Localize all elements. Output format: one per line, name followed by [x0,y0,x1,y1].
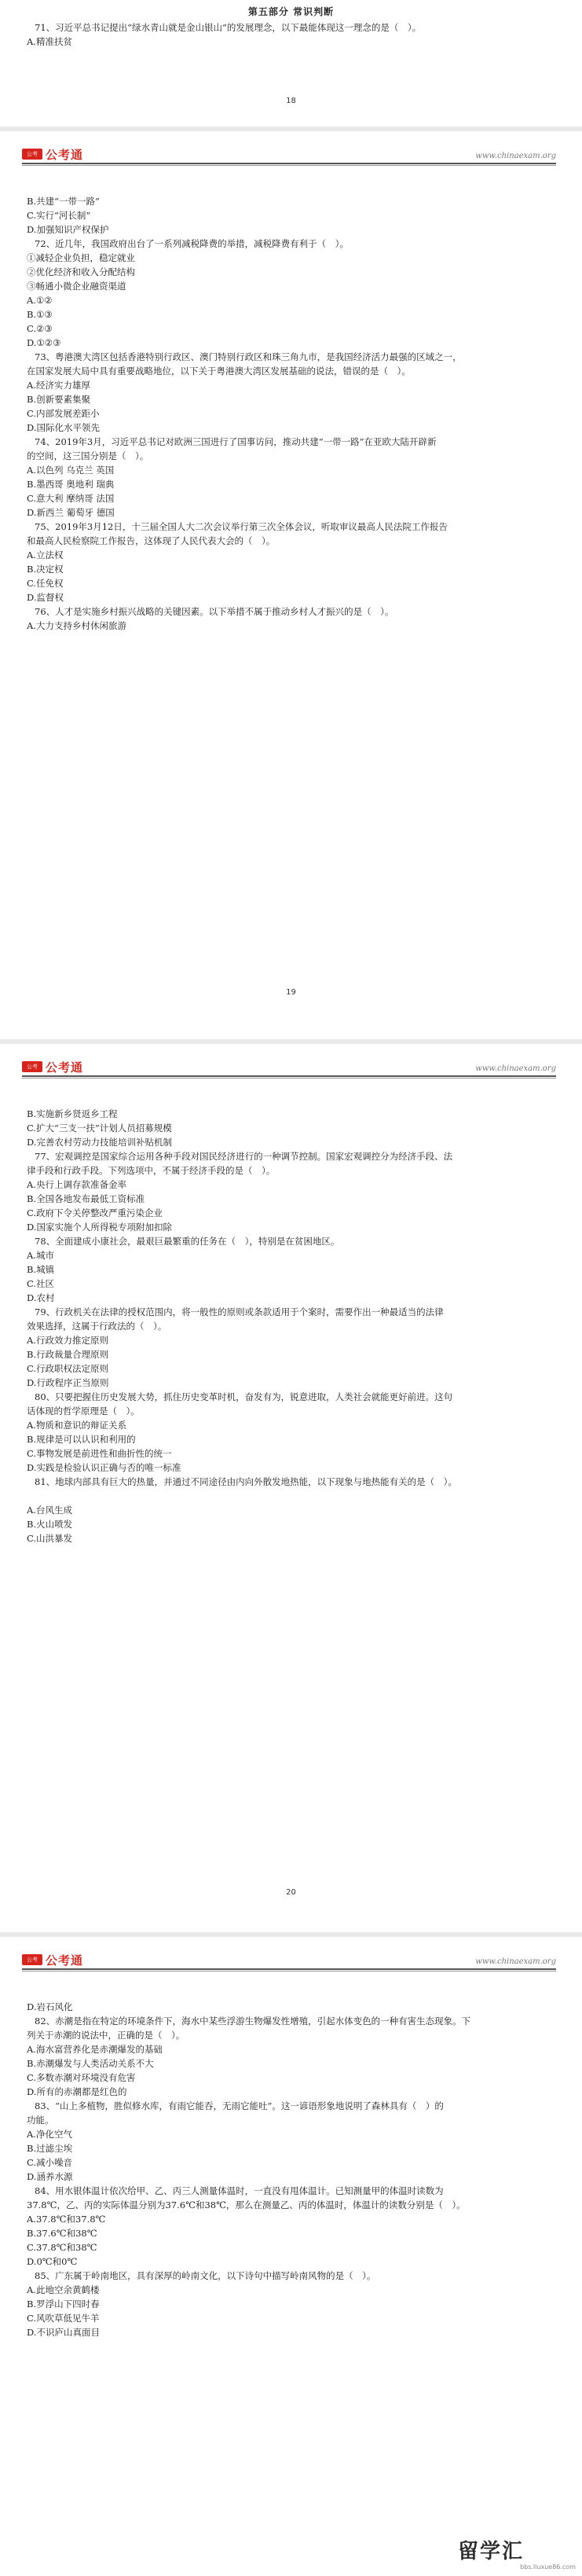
text-line: D.实践是检验认识正确与否的唯一标准 [27,1462,181,1473]
text-line: ①减轻企业负担，稳定就业 [27,252,135,263]
text-line: D.加强知识产权保护 [27,224,109,235]
page-4-text [27,2000,561,2339]
page-number: 18 [286,97,296,105]
text-line [27,1489,561,1503]
text-line: 律手段和行政手段。下列选项中，不属于经济手段的是（ ）。 [27,1165,276,1176]
text-line: A.大力支持乡村休闲旅游 [27,620,126,631]
text-line: D.不识庐山真面目 [27,2327,100,2338]
text-line: 37.8℃，乙、丙的实际体温分别为37.6℃和38℃，那么在测量乙、丙的体温时，体温计的读数分别是（ ）。 [27,2199,466,2210]
brand-name: 公考通 [46,1060,84,1075]
text-line: A.物质和意识的辩证关系 [27,1420,126,1431]
brand-url[interactable]: www.chinaexam.org [475,1957,556,1966]
text-line: C.风吹草低见牛羊 [27,2313,100,2324]
text-line: A.①② [27,295,53,306]
text-line: A.台风生成 [27,1505,72,1516]
text-line: B.创新要素集聚 [27,394,91,405]
text-line: C.多数赤潮对环境没有危害 [27,2072,136,2083]
text-line: B.赤潮爆发与人类活动关系不大 [27,2058,154,2069]
text-line: D.新西兰 葡萄牙 德国 [27,507,115,518]
text-line: D.涵养水源 [27,2171,73,2182]
page-3-text [27,1107,561,1545]
text-line: B.规律是可以认识和利用的 [27,1434,136,1445]
brand-url[interactable]: www.chinaexam.org [475,152,556,160]
text-line: B.决定权 [27,564,64,575]
text-line: B.共建“一带一路” [27,196,100,207]
text-line: C.行政职权法定原则 [27,1363,109,1374]
text-line: A.央行上调存款准备金率 [27,1179,126,1190]
text-line: C.社区 [27,1278,55,1289]
text-line: C.扩大“三支一扶”计划人员招募规模 [27,1123,172,1134]
brand-name: 公考通 [46,148,84,162]
text-line: A.净化空气 [27,2129,72,2140]
header-rule-thin [22,1971,556,1972]
header-rule-thin [22,165,556,166]
text-line: C.37.8℃和38℃ [27,2242,97,2253]
text-line: B.罗浮山下四时春 [27,2299,100,2310]
part-title: 第五部分 常识判断 [247,6,335,17]
text-line: B.城镇 [27,1264,55,1275]
text-line: A.经济实力雄厚 [27,380,90,391]
document-page-2 [0,131,582,1039]
text-line: A.以色列 乌克兰 英国 [27,465,115,476]
text-line: D.监督权 [27,592,64,603]
watermark-text: 留学汇 [458,2540,525,2563]
text-line: C.意大利 摩纳哥 法国 [27,493,115,504]
text-line: B.墨西哥 奥地利 瑞典 [27,479,115,490]
header-rule-thin [22,1078,556,1079]
page-header [22,1060,556,1083]
text-line: ③畅通小微企业融资渠道 [27,281,126,292]
text-line: C.②③ [27,323,53,334]
text-line: A.立法权 [27,549,64,560]
text-line: D.完善农村劳动力技能培训补贴机制 [27,1137,172,1148]
text-line: D.行政程序正当原则 [27,1377,109,1388]
text-line: D.农村 [27,1292,55,1303]
text-line: B.37.6℃和38℃ [27,2228,97,2239]
document-page-4 [0,1937,582,2576]
text-line: ②优化经济和收入分配结构 [27,266,135,277]
text-line: B.行政裁量合理原则 [27,1349,109,1360]
text-line: A.37.8℃和37.8℃ [27,2214,106,2225]
watermark-logo [458,2540,576,2571]
text-line: C.山洪暴发 [27,1533,73,1544]
text-line: D.0℃和0℃ [27,2256,78,2267]
text-line: D.①②③ [27,337,61,348]
header-rule [22,163,556,164]
text-line: B.全国各地发布最低工资标准 [27,1193,145,1204]
brand-logo-icon: 公考 [22,149,42,160]
text-line: B.①③ [27,309,53,320]
text-line: C.减小噪音 [27,2157,73,2168]
text-line: 84、用水银体温计依次给甲、乙、丙三人测量体温时，一直没有甩体温计。已知测量甲的体温时读数为 [35,2185,444,2196]
text-line: A.海水富营养化是赤潮爆发的基础 [27,2044,163,2055]
page-header [22,147,556,171]
text-line: A.精准扶贫 [27,36,72,47]
document-page-1 [0,0,582,127]
text-line: A.城市 [27,1250,54,1261]
text-line: 78、全面建成小康社会，最艰巨最繁重的任务在（ ），特别是在贫困地区。 [35,1236,340,1247]
brand-url[interactable]: www.chinaexam.org [475,1064,556,1073]
text-line: 效果选择，这属于行政法的（ ）。 [27,1321,167,1332]
page-number: 19 [286,988,296,997]
text-line: 71、习近平总书记提出“绿水青山就是金山银山”的发展理念，以下最能体现这一理念的是（ ）。 [35,22,422,33]
document-page-3 [0,1044,582,1932]
text-line: 在国家发展大局中具有重要战略地位，以下关于粤港澳大湾区发展基础的说法，错误的是（ ）。 [27,366,411,377]
text-line: 73、粤港澳大湾区包括香港特别行政区、澳门特别行政区和珠三角九市，是我国经济活力最强的区域之一， [35,351,462,362]
text-line: D.国家实施个人所得税专项附加扣除 [27,1222,172,1233]
text-line: 85、广东属于岭南地区，具有深厚的岭南文化，以下诗句中描写岭南风物的是（ ）。 [35,2270,376,2281]
text-line: 和最高人民检察院工作报告，这体现了人民代表大会的（ ）。 [27,535,276,546]
brand-logo-icon: 公考 [22,1061,42,1072]
text-line: 81、地球内部具有巨大的热量，并通过不同途径由内向外散发地热能，以下现象与地热能有关的是（ ）。 [35,1476,457,1487]
text-line: 话体现的哲学原理是（ ）。 [27,1406,140,1417]
watermark-url: bbs.liuxue86.com [520,2563,576,2570]
text-line: 74、2019年3月，习近平总书记对欧洲三国进行了国事访问，推动共建“一带一路”在亚欧大陆开辟新 [35,436,437,447]
page-header [22,1953,556,1976]
text-line: 79、行政机关在法律的授权范围内，将一般性的原则或条款适用于个案时，需要作出一种最适当的法律 [35,1306,444,1317]
text-line: 72、近几年，我国政府出台了一系列减税降费的举措，减税降费有利于（ ）。 [35,238,349,249]
text-line: 83、“山上多植物，胜似修水库，有雨它能吞，无雨它能吐”。这一谚语形象地说明了森林具有（ ）的 [35,2100,444,2111]
text-line: 的空间，这三国分别是（ ）。 [27,450,149,461]
text-line: C.内部发展差距小 [27,408,100,419]
text-line: 76、人才是实施乡村振兴战略的关键因素。以下举措不属于推动乡村人才振兴的是（ ）。 [35,606,394,617]
text-line: 列关于赤潮的说法中，正确的是（ ）。 [27,2030,185,2041]
text-line: B.实施新乡贤返乡工程 [27,1108,118,1119]
header-rule [22,1968,556,1970]
header-rule [22,1075,556,1077]
text-line: A.此地空余黄鹤楼 [27,2284,100,2295]
text-line: B.过滤尘埃 [27,2143,73,2154]
text-line: A.行政效力推定原则 [27,1335,108,1346]
page-number: 20 [286,1888,296,1897]
text-line: C.事物发展是前进性和曲折性的统一 [27,1448,172,1459]
text-line: C.政府下令关停整改严重污染企业 [27,1207,163,1218]
text-line: 82、赤潮是指在特定的环境条件下，海水中某些浮游生物爆发性增殖，引起水体变色的一种有害生态现象。下 [35,2016,471,2027]
brand-name: 公考通 [46,1953,84,1968]
page-1-text [27,20,561,49]
text-line: D.所有的赤潮都是红色的 [27,2086,127,2097]
text-line: D.国际化水平领先 [27,422,100,433]
text-line: C.实行“河长制” [27,210,91,221]
brand-logo-icon: 公考 [22,1954,42,1965]
text-line: 75、2019年3月12日，十三届全国人大二次会议举行第三次全体会议，听取审议最高人民法院工作报告 [35,521,448,532]
text-line: D.岩石风化 [27,2001,73,2012]
text-line: 80、只要把握住历史发展大势，抓住历史变革时机，奋发有为，锐意进取，人类社会就能更好前进。这句 [35,1391,453,1402]
text-line: C.任免权 [27,578,64,589]
page-2-text [27,194,561,633]
text-line: 77、宏观调控是国家综合运用各种手段对国民经济进行的一种调节控制。国家宏观调控分为经济手段、法 [35,1151,453,1162]
text-line: B.火山喷发 [27,1519,73,1530]
text-line: 功能。 [27,2115,54,2126]
